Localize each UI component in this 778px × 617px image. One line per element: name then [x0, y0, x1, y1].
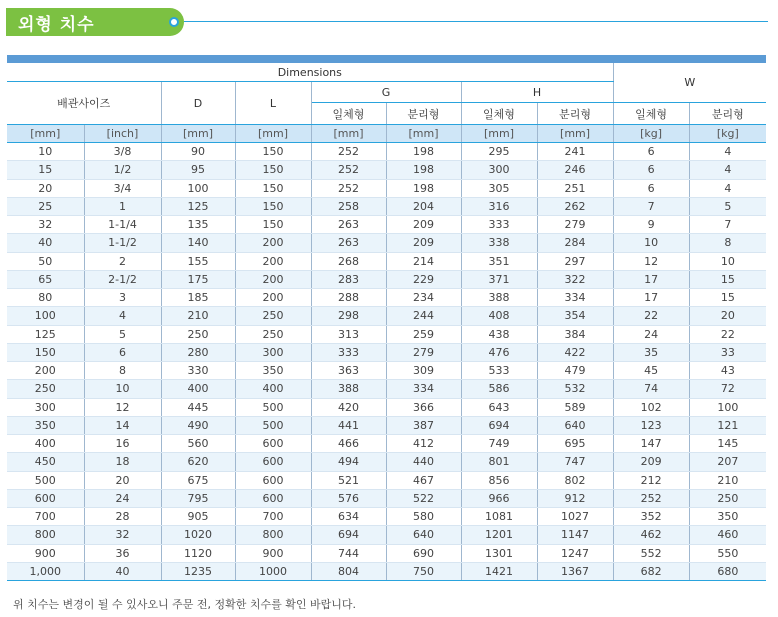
table-cell: 620 [161, 453, 235, 471]
table-cell: 695 [537, 435, 613, 453]
title-divider [184, 21, 768, 22]
table-cell: 246 [537, 161, 613, 179]
table-cell: 521 [311, 471, 386, 489]
dimensions-table [7, 63, 766, 581]
table-cell: 20 [84, 471, 161, 489]
table-cell: 2 [84, 252, 161, 270]
table-cell: 207 [689, 453, 766, 471]
table-cell: 212 [613, 471, 689, 489]
table-cell: 802 [537, 471, 613, 489]
table-cell: 500 [235, 416, 311, 434]
table-cell: 441 [311, 416, 386, 434]
table-cell: 6 [613, 179, 689, 197]
table-cell: 252 [613, 489, 689, 507]
table-cell: 3/4 [84, 179, 161, 197]
table-row [7, 435, 766, 453]
table-cell: 279 [386, 343, 461, 361]
table-cell: 210 [161, 307, 235, 325]
table-row [7, 289, 766, 307]
table-cell: 900 [235, 544, 311, 562]
header-g-separate: 분리형 [386, 103, 461, 125]
table-cell: 3 [84, 289, 161, 307]
table-cell: 387 [386, 416, 461, 434]
table-cell: 263 [311, 216, 386, 234]
unit-cell: [mm] [537, 125, 613, 143]
table-cell: 500 [7, 471, 84, 489]
table-cell: 1-1/2 [84, 234, 161, 252]
table-cell: 460 [689, 526, 766, 544]
dimensions-table-container [7, 55, 766, 581]
table-cell: 15 [689, 289, 766, 307]
table-cell: 905 [161, 508, 235, 526]
table-cell: 9 [613, 216, 689, 234]
table-cell: 690 [386, 544, 461, 562]
table-cell: 300 [461, 161, 537, 179]
table-cell: 334 [537, 289, 613, 307]
footnote: 위 치수는 변경이 될 수 있사오니 주문 전, 정확한 치수를 확인 바랍니다. [13, 598, 356, 611]
table-row [7, 416, 766, 434]
table-row [7, 471, 766, 489]
table-cell: 580 [386, 508, 461, 526]
table-cell: 550 [689, 544, 766, 562]
table-cell: 297 [537, 252, 613, 270]
table-cell: 694 [311, 526, 386, 544]
unit-cell: [kg] [689, 125, 766, 143]
table-cell: 333 [461, 216, 537, 234]
table-row [7, 544, 766, 562]
table-cell: 900 [7, 544, 84, 562]
table-cell: 422 [537, 343, 613, 361]
unit-cell: [mm] [386, 125, 461, 143]
table-row [7, 343, 766, 361]
table-cell: 522 [386, 489, 461, 507]
table-cell: 24 [84, 489, 161, 507]
table-cell: 280 [161, 343, 235, 361]
table-cell: 420 [311, 398, 386, 416]
table-cell: 250 [235, 307, 311, 325]
header-g: G [311, 82, 461, 103]
table-cell: 288 [311, 289, 386, 307]
table-cell: 4 [689, 161, 766, 179]
table-cell: 309 [386, 362, 461, 380]
table-cell: 600 [235, 453, 311, 471]
table-cell: 589 [537, 398, 613, 416]
table-cell: 18 [84, 453, 161, 471]
table-cell: 17 [613, 270, 689, 288]
table-cell: 12 [84, 398, 161, 416]
table-cell: 147 [613, 435, 689, 453]
table-cell: 80 [7, 289, 84, 307]
table-cell: 7 [613, 197, 689, 215]
table-row [7, 508, 766, 526]
table-cell: 388 [311, 380, 386, 398]
table-cell: 198 [386, 143, 461, 161]
unit-cell: [mm] [161, 125, 235, 143]
table-cell: 400 [161, 380, 235, 398]
table-row [7, 234, 766, 252]
table-cell: 35 [613, 343, 689, 361]
table-cell: 43 [689, 362, 766, 380]
table-row [7, 453, 766, 471]
header-g-integral: 일체형 [311, 103, 386, 125]
header-h-integral: 일체형 [461, 103, 537, 125]
table-cell: 330 [161, 362, 235, 380]
table-cell: 121 [689, 416, 766, 434]
table-cell: 102 [613, 398, 689, 416]
table-cell: 100 [161, 179, 235, 197]
table-cell: 263 [311, 234, 386, 252]
table-cell: 305 [461, 179, 537, 197]
table-cell: 150 [235, 143, 311, 161]
table-row [7, 179, 766, 197]
table-cell: 400 [235, 380, 311, 398]
header-w: W [613, 63, 766, 103]
table-cell: 408 [461, 307, 537, 325]
table-row [7, 270, 766, 288]
table-cell: 533 [461, 362, 537, 380]
table-body [7, 143, 766, 581]
table-cell: 150 [235, 161, 311, 179]
table-cell: 1/2 [84, 161, 161, 179]
table-cell: 450 [7, 453, 84, 471]
table-cell: 244 [386, 307, 461, 325]
table-cell: 4 [84, 307, 161, 325]
table-cell: 300 [235, 343, 311, 361]
table-cell: 675 [161, 471, 235, 489]
table-cell: 333 [311, 343, 386, 361]
table-cell: 50 [7, 252, 84, 270]
table-cell: 252 [311, 179, 386, 197]
table-cell: 14 [84, 416, 161, 434]
table-cell: 445 [161, 398, 235, 416]
table-cell: 388 [461, 289, 537, 307]
table-cell: 259 [386, 325, 461, 343]
table-cell: 744 [311, 544, 386, 562]
table-cell: 209 [613, 453, 689, 471]
table-cell: 200 [235, 252, 311, 270]
unit-cell: [inch] [84, 125, 161, 143]
table-cell: 438 [461, 325, 537, 343]
table-cell: 40 [7, 234, 84, 252]
table-cell: 10 [84, 380, 161, 398]
table-cell: 532 [537, 380, 613, 398]
table-row [7, 143, 766, 161]
table-cell: 352 [613, 508, 689, 526]
table-cell: 200 [235, 289, 311, 307]
table-cell: 560 [161, 435, 235, 453]
table-cell: 313 [311, 325, 386, 343]
table-cell: 198 [386, 161, 461, 179]
table-cell: 22 [689, 325, 766, 343]
table-cell: 33 [689, 343, 766, 361]
header-l: L [235, 82, 311, 125]
table-cell: 800 [235, 526, 311, 544]
table-cell: 72 [689, 380, 766, 398]
table-cell: 300 [7, 398, 84, 416]
table-cell: 125 [161, 197, 235, 215]
unit-cell: [mm] [311, 125, 386, 143]
table-cell: 251 [537, 179, 613, 197]
table-row [7, 325, 766, 343]
header-w-integral: 일체형 [613, 103, 689, 125]
header-w-separate: 분리형 [689, 103, 766, 125]
table-cell: 200 [7, 362, 84, 380]
table-cell: 268 [311, 252, 386, 270]
table-cell: 586 [461, 380, 537, 398]
table-cell: 643 [461, 398, 537, 416]
table-cell: 12 [613, 252, 689, 270]
table-cell: 15 [689, 270, 766, 288]
table-cell: 1-1/4 [84, 216, 161, 234]
table-cell: 1120 [161, 544, 235, 562]
table-cell: 350 [235, 362, 311, 380]
header-h: H [461, 82, 613, 103]
unit-row [7, 125, 766, 143]
table-cell: 252 [311, 161, 386, 179]
table-cell: 250 [7, 380, 84, 398]
table-row [7, 307, 766, 325]
table-row [7, 197, 766, 215]
table-cell: 209 [386, 234, 461, 252]
table-cell: 1235 [161, 562, 235, 580]
table-cell: 1301 [461, 544, 537, 562]
table-cell: 322 [537, 270, 613, 288]
table-cell: 634 [311, 508, 386, 526]
table-cell: 354 [537, 307, 613, 325]
table-cell: 680 [689, 562, 766, 580]
table-cell: 295 [461, 143, 537, 161]
table-cell: 4 [689, 143, 766, 161]
table-cell: 1147 [537, 526, 613, 544]
table-cell: 338 [461, 234, 537, 252]
table-cell: 65 [7, 270, 84, 288]
table-cell: 262 [537, 197, 613, 215]
table-cell: 479 [537, 362, 613, 380]
table-cell: 966 [461, 489, 537, 507]
table-cell: 200 [235, 234, 311, 252]
table-cell: 32 [84, 526, 161, 544]
table-cell: 351 [461, 252, 537, 270]
table-cell: 258 [311, 197, 386, 215]
table-cell: 800 [7, 526, 84, 544]
table-cell: 490 [161, 416, 235, 434]
table-cell: 912 [537, 489, 613, 507]
table-cell: 25 [7, 197, 84, 215]
table-cell: 250 [161, 325, 235, 343]
table-cell: 640 [537, 416, 613, 434]
table-cell: 384 [537, 325, 613, 343]
table-cell: 28 [84, 508, 161, 526]
table-cell: 462 [613, 526, 689, 544]
table-cell: 363 [311, 362, 386, 380]
table-cell: 234 [386, 289, 461, 307]
table-cell: 150 [235, 197, 311, 215]
table-cell: 100 [689, 398, 766, 416]
table-cell: 682 [613, 562, 689, 580]
table-row [7, 252, 766, 270]
table-cell: 8 [84, 362, 161, 380]
table-cell: 700 [7, 508, 84, 526]
table-cell: 1,000 [7, 562, 84, 580]
table-cell: 298 [311, 307, 386, 325]
table-cell: 10 [613, 234, 689, 252]
unit-cell: [mm] [461, 125, 537, 143]
table-cell: 200 [235, 270, 311, 288]
table-cell: 20 [7, 179, 84, 197]
table-cell: 600 [7, 489, 84, 507]
table-cell: 5 [689, 197, 766, 215]
table-cell: 8 [689, 234, 766, 252]
table-cell: 10 [7, 143, 84, 161]
table-cell: 750 [386, 562, 461, 580]
table-cell: 5 [84, 325, 161, 343]
table-cell: 350 [7, 416, 84, 434]
table-cell: 3/8 [84, 143, 161, 161]
table-cell: 747 [537, 453, 613, 471]
table-top-bar [7, 55, 766, 63]
table-cell: 1020 [161, 526, 235, 544]
header-pipe-size: 배관사이즈 [7, 82, 161, 125]
table-cell: 198 [386, 179, 461, 197]
table-cell: 350 [689, 508, 766, 526]
table-cell: 552 [613, 544, 689, 562]
table-cell: 40 [84, 562, 161, 580]
table-cell: 440 [386, 453, 461, 471]
table-cell: 4 [689, 179, 766, 197]
table-cell: 20 [689, 307, 766, 325]
table-row [7, 489, 766, 507]
table-cell: 6 [84, 343, 161, 361]
table-cell: 1081 [461, 508, 537, 526]
table-cell: 316 [461, 197, 537, 215]
header-d: D [161, 82, 235, 125]
table-cell: 400 [7, 435, 84, 453]
table-cell: 7 [689, 216, 766, 234]
table-cell: 1367 [537, 562, 613, 580]
table-cell: 45 [613, 362, 689, 380]
table-cell: 576 [311, 489, 386, 507]
table-cell: 185 [161, 289, 235, 307]
table-cell: 6 [613, 161, 689, 179]
table-cell: 24 [613, 325, 689, 343]
table-cell: 476 [461, 343, 537, 361]
table-cell: 283 [311, 270, 386, 288]
table-cell: 252 [311, 143, 386, 161]
table-cell: 209 [386, 216, 461, 234]
table-row [7, 562, 766, 580]
table-cell: 145 [689, 435, 766, 453]
table-cell: 804 [311, 562, 386, 580]
title-bullet-icon [169, 17, 179, 27]
table-cell: 6 [613, 143, 689, 161]
table-cell: 1 [84, 197, 161, 215]
unit-cell: [mm] [7, 125, 84, 143]
table-cell: 801 [461, 453, 537, 471]
table-cell: 150 [235, 179, 311, 197]
table-cell: 22 [613, 307, 689, 325]
unit-cell: [mm] [235, 125, 311, 143]
table-cell: 150 [7, 343, 84, 361]
table-cell: 135 [161, 216, 235, 234]
header-dimensions: Dimensions [7, 63, 613, 82]
unit-cell: [kg] [613, 125, 689, 143]
table-cell: 700 [235, 508, 311, 526]
table-cell: 1027 [537, 508, 613, 526]
table-cell: 15 [7, 161, 84, 179]
table-row [7, 161, 766, 179]
table-cell: 155 [161, 252, 235, 270]
table-cell: 500 [235, 398, 311, 416]
table-cell: 600 [235, 435, 311, 453]
table-cell: 123 [613, 416, 689, 434]
table-cell: 1201 [461, 526, 537, 544]
section-title [6, 8, 184, 36]
table-cell: 600 [235, 489, 311, 507]
table-cell: 466 [311, 435, 386, 453]
table-cell: 214 [386, 252, 461, 270]
table-row [7, 380, 766, 398]
table-cell: 1000 [235, 562, 311, 580]
table-row [7, 526, 766, 544]
table-cell: 856 [461, 471, 537, 489]
table-cell: 467 [386, 471, 461, 489]
table-cell: 241 [537, 143, 613, 161]
table-cell: 210 [689, 471, 766, 489]
table-cell: 250 [689, 489, 766, 507]
table-cell: 250 [235, 325, 311, 343]
table-cell: 1247 [537, 544, 613, 562]
table-cell: 371 [461, 270, 537, 288]
table-cell: 2-1/2 [84, 270, 161, 288]
table-cell: 279 [537, 216, 613, 234]
table-cell: 90 [161, 143, 235, 161]
table-cell: 284 [537, 234, 613, 252]
table-cell: 32 [7, 216, 84, 234]
table-cell: 10 [689, 252, 766, 270]
table-cell: 175 [161, 270, 235, 288]
table-row [7, 398, 766, 416]
table-cell: 749 [461, 435, 537, 453]
table-cell: 366 [386, 398, 461, 416]
table-cell: 36 [84, 544, 161, 562]
table-cell: 795 [161, 489, 235, 507]
table-cell: 95 [161, 161, 235, 179]
table-row [7, 216, 766, 234]
table-cell: 334 [386, 380, 461, 398]
table-cell: 140 [161, 234, 235, 252]
table-row [7, 362, 766, 380]
table-cell: 1421 [461, 562, 537, 580]
table-cell: 600 [235, 471, 311, 489]
header-h-separate: 분리형 [537, 103, 613, 125]
table-cell: 494 [311, 453, 386, 471]
table-cell: 640 [386, 526, 461, 544]
section-title-text: 외형 치수 [18, 14, 95, 35]
table-cell: 74 [613, 380, 689, 398]
table-cell: 694 [461, 416, 537, 434]
table-cell: 125 [7, 325, 84, 343]
table-cell: 412 [386, 435, 461, 453]
table-cell: 17 [613, 289, 689, 307]
table-cell: 16 [84, 435, 161, 453]
table-cell: 229 [386, 270, 461, 288]
table-cell: 150 [235, 216, 311, 234]
table-cell: 100 [7, 307, 84, 325]
table-cell: 204 [386, 197, 461, 215]
